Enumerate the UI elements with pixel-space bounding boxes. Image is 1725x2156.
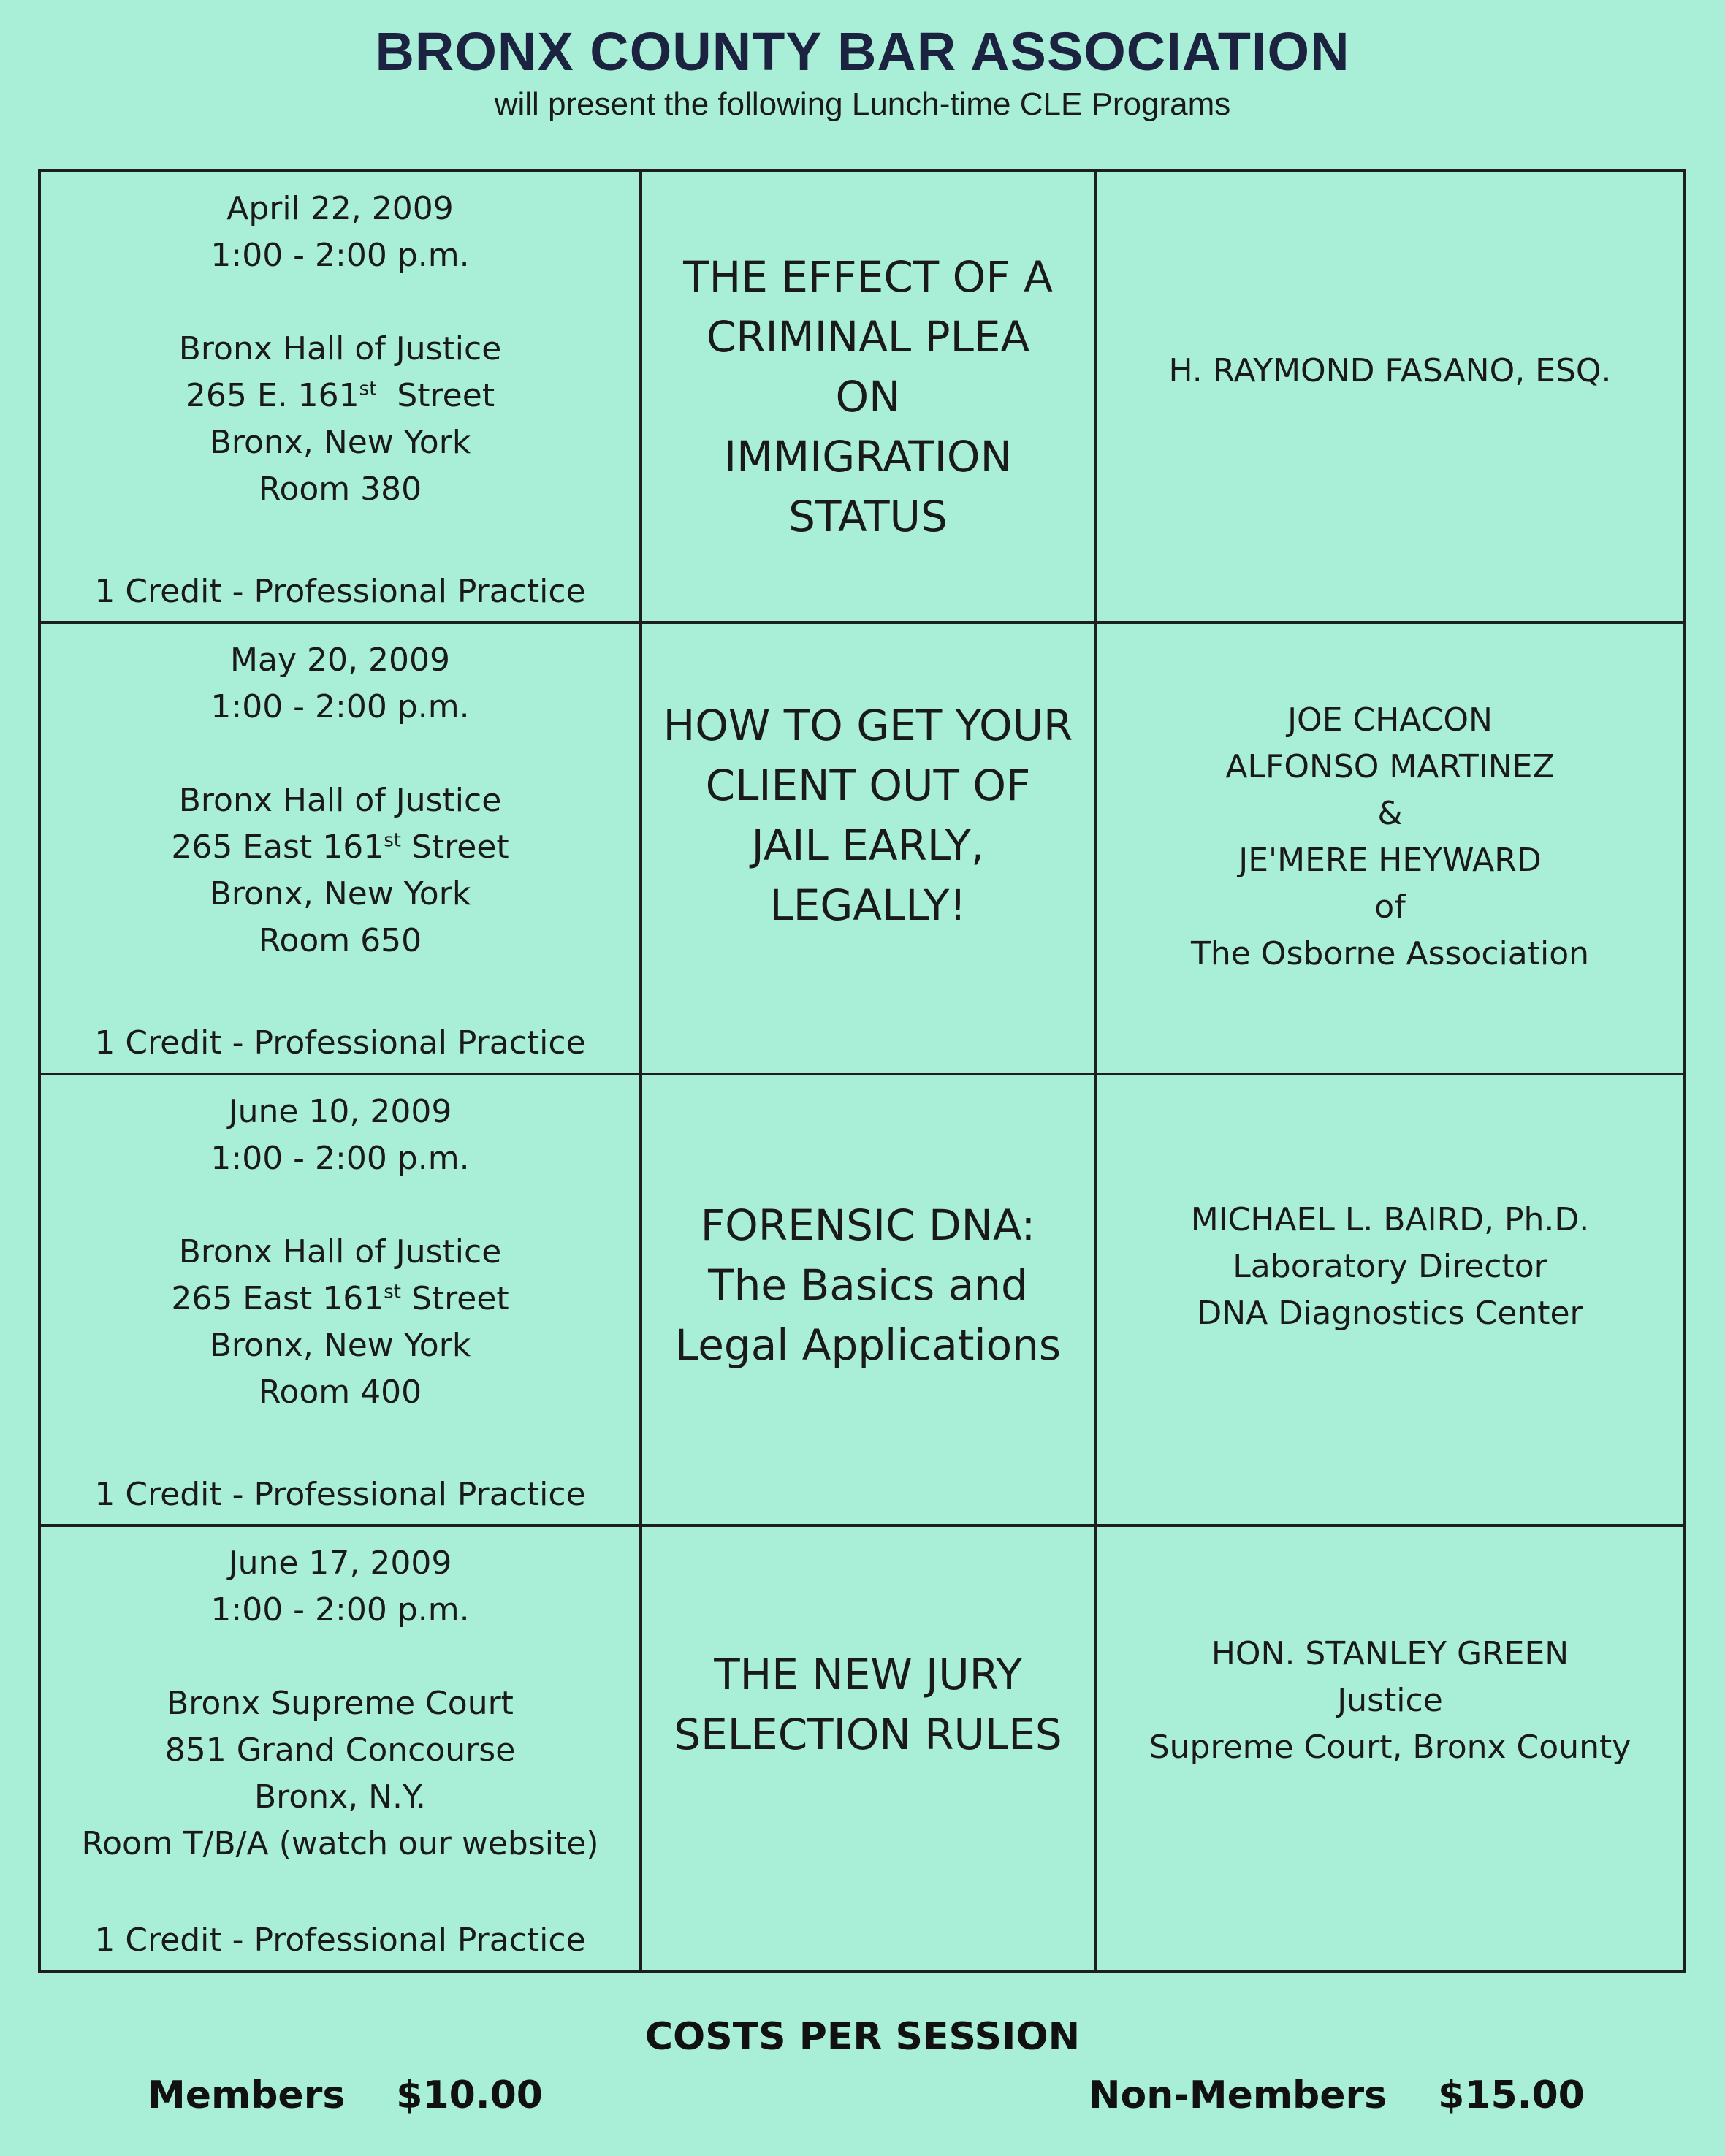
session-details (41, 1075, 642, 1524)
session-details (41, 624, 642, 1073)
session-time: 1:00 - 2:00 p.m. (210, 1140, 470, 1177)
session-time: 1:00 - 2:00 p.m. (210, 688, 470, 725)
session-credit: 1 Credit - Professional Practice (94, 573, 586, 610)
session-row (41, 1527, 1683, 1970)
session-row (41, 172, 1683, 624)
session-row (41, 1075, 1683, 1527)
session-address: 265 East 161st Street (171, 1280, 509, 1317)
session-topic (642, 1075, 1097, 1524)
session-topic (642, 1527, 1097, 1970)
topic-line: Legal Applications (674, 1320, 1062, 1370)
session-room: Room 380 (258, 471, 422, 508)
topic-line: ON (835, 372, 901, 422)
session-row (41, 624, 1683, 1075)
session-details (41, 1527, 642, 1970)
topic-line: JAIL EARLY, (751, 820, 985, 870)
page-subtitle: will present the following Lunch-time CLE Programs (494, 86, 1231, 122)
session-date: June 17, 2009 (228, 1544, 452, 1582)
session-date: May 20, 2009 (230, 641, 450, 679)
session-credit: 1 Credit - Professional Practice (94, 1476, 586, 1513)
session-city: Bronx, New York (209, 424, 471, 461)
session-time: 1:00 - 2:00 p.m. (210, 1591, 470, 1629)
session-speakers (1097, 1075, 1683, 1524)
session-speakers (1097, 624, 1683, 1073)
session-credit: 1 Credit - Professional Practice (94, 1024, 586, 1062)
speaker-line: The Osborne Association (1190, 935, 1589, 972)
session-room: Room 400 (258, 1374, 422, 1411)
page-title: BRONX COUNTY BAR ASSOCIATION (375, 21, 1350, 82)
session-venue: Bronx Hall of Justice (178, 782, 502, 819)
session-speakers (1097, 1527, 1683, 1970)
session-city: Bronx, New York (209, 1327, 471, 1364)
speaker-line: Justice (1337, 1682, 1443, 1719)
members-amount: $10.00 (396, 2073, 543, 2117)
speaker-line: DNA Diagnostics Center (1197, 1295, 1583, 1332)
session-topic (642, 172, 1097, 621)
speaker-line: H. RAYMOND FASANO, ESQ. (1168, 352, 1612, 389)
speaker-line: of (1374, 888, 1406, 926)
session-address: 265 E. 161st Street (185, 377, 495, 414)
costs-title: COSTS PER SESSION (644, 2015, 1081, 2059)
topic-line: LEGALLY! (769, 880, 967, 930)
session-date: June 10, 2009 (228, 1093, 452, 1130)
topic-line: FORENSIC DNA: (700, 1200, 1036, 1250)
topic-line: STATUS (788, 492, 948, 541)
nonmembers-cost (1089, 2073, 1585, 2117)
session-date: April 22, 2009 (226, 190, 454, 227)
speaker-line: JE'MERE HEYWARD (1238, 842, 1542, 879)
topic-line: CLIENT OUT OF (705, 761, 1031, 810)
topic-line: SELECTION RULES (674, 1710, 1062, 1759)
session-topic (642, 624, 1097, 1073)
speaker-line: ALFONSO MARTINEZ (1225, 748, 1555, 785)
session-venue: Bronx Hall of Justice (178, 1233, 502, 1271)
topic-line: THE NEW JURY (714, 1650, 1022, 1699)
speaker-line: Supreme Court, Bronx County (1149, 1729, 1631, 1766)
session-speakers (1097, 172, 1683, 621)
session-room: Room 650 (258, 922, 422, 959)
speaker-line: Laboratory Director (1233, 1248, 1547, 1285)
session-time: 1:00 - 2:00 p.m. (210, 237, 470, 274)
schedule-table (38, 169, 1686, 1973)
session-address: 265 East 161st Street (171, 829, 509, 866)
session-details (41, 172, 642, 621)
speaker-line: HON. STANLEY GREEN (1211, 1635, 1569, 1672)
speaker-line: JOE CHACON (1287, 701, 1493, 739)
nonmembers-amount: $15.00 (1438, 2073, 1585, 2117)
topic-line: THE EFFECT OF A (683, 252, 1053, 302)
topic-line: IMMIGRATION (724, 432, 1012, 481)
members-label: Members (148, 2073, 346, 2117)
session-address: 851 Grand Concourse (164, 1732, 516, 1769)
session-venue: Bronx Hall of Justice (178, 330, 502, 367)
speaker-line: & (1377, 795, 1403, 832)
session-city: Bronx, New York (209, 875, 471, 913)
topic-line: CRIMINAL PLEA (706, 312, 1030, 362)
members-cost (148, 2073, 543, 2117)
session-credit: 1 Credit - Professional Practice (94, 1921, 586, 1959)
topic-line: The Basics and (708, 1260, 1028, 1310)
session-city: Bronx, N.Y. (254, 1778, 426, 1816)
nonmembers-label: Non-Members (1089, 2073, 1387, 2117)
topic-line: HOW TO GET YOUR (663, 701, 1073, 750)
speaker-line: MICHAEL L. BAIRD, Ph.D. (1190, 1201, 1590, 1238)
session-room: Room T/B/A (watch our website) (81, 1825, 599, 1862)
session-venue: Bronx Supreme Court (167, 1685, 514, 1722)
